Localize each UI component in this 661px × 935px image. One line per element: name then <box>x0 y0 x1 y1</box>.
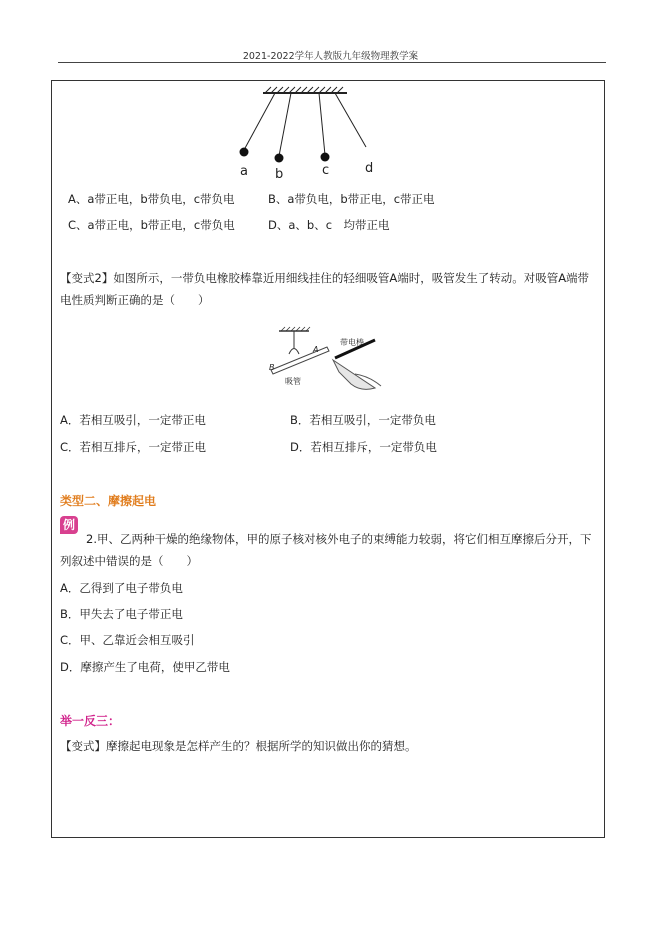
variant2-question <box>60 267 600 311</box>
straw-rod-figure <box>263 326 393 396</box>
q1-option-d: D、a、b、c 均带正电 <box>268 218 390 232</box>
example2-option-c: C．甲、乙靠近会相互吸引 <box>60 633 195 647</box>
ball-b <box>275 154 284 163</box>
q1-option-c: C、a带正电，b带正电，c带负电 <box>68 218 235 232</box>
straw-label-b: B <box>269 363 275 372</box>
rod-label: 带电棒 <box>340 338 364 347</box>
ball-c <box>321 153 330 162</box>
straw-label-tube: 吸管 <box>285 377 301 386</box>
ball-label-c: c <box>322 163 330 178</box>
ball-label-d: d <box>365 161 374 176</box>
ball-label-a: a <box>240 164 248 179</box>
variant2-option-c: C．若相互排斥，一定带正电 <box>60 440 207 454</box>
example2-option-d: D．摩擦产生了电荷，使甲乙带电 <box>60 660 230 674</box>
example2-option-b: B．甲失去了电子带正电 <box>60 607 183 621</box>
header-divider <box>58 62 606 63</box>
variant2-option-d: D．若相互排斥，一定带负电 <box>290 440 437 454</box>
variant2-text: 如图所示，一带负电橡胶棒靠近用细线挂住的轻细吸管A端时，吸管发生了转动。对吸管A端带电性质判断正确的是（ ） <box>60 271 590 307</box>
variant-question: 【变式】摩擦起电现象是怎样产生的？根据所学的知识做出你的猜想。 <box>60 739 417 753</box>
variant2-option-b: B．若相互吸引，一定带负电 <box>290 413 436 427</box>
example-badge: 例 <box>60 516 78 534</box>
straw-label-a: A <box>313 345 319 354</box>
page-header-title: 2021-2022学年人教版九年级物理教学案 <box>242 51 419 62</box>
section2-heading: 类型二、摩擦起电 <box>60 494 157 508</box>
example2-option-a: A．乙得到了电子带负电 <box>60 581 183 595</box>
pendulum-figure <box>225 84 385 184</box>
q1-option-b: B、a带负电，b带正电，c带正电 <box>268 192 435 206</box>
ball-a <box>240 148 249 157</box>
ball-label-b: b <box>275 167 284 182</box>
variant2-option-a: A．若相互吸引，一定带正电 <box>60 413 206 427</box>
q1-option-a: A、a带正电，b带负电，c带负电 <box>68 192 235 206</box>
practice3-heading: 举一反三： <box>60 714 121 728</box>
example2-question: 2.甲、乙两种干燥的绝缘物体，甲的原子核对核外电子的束缚能力较弱，将它们相互摩擦后分开，下列叙述中错误的是（ ） <box>60 532 592 568</box>
variant2-tag: 【变式2】 <box>60 271 114 285</box>
